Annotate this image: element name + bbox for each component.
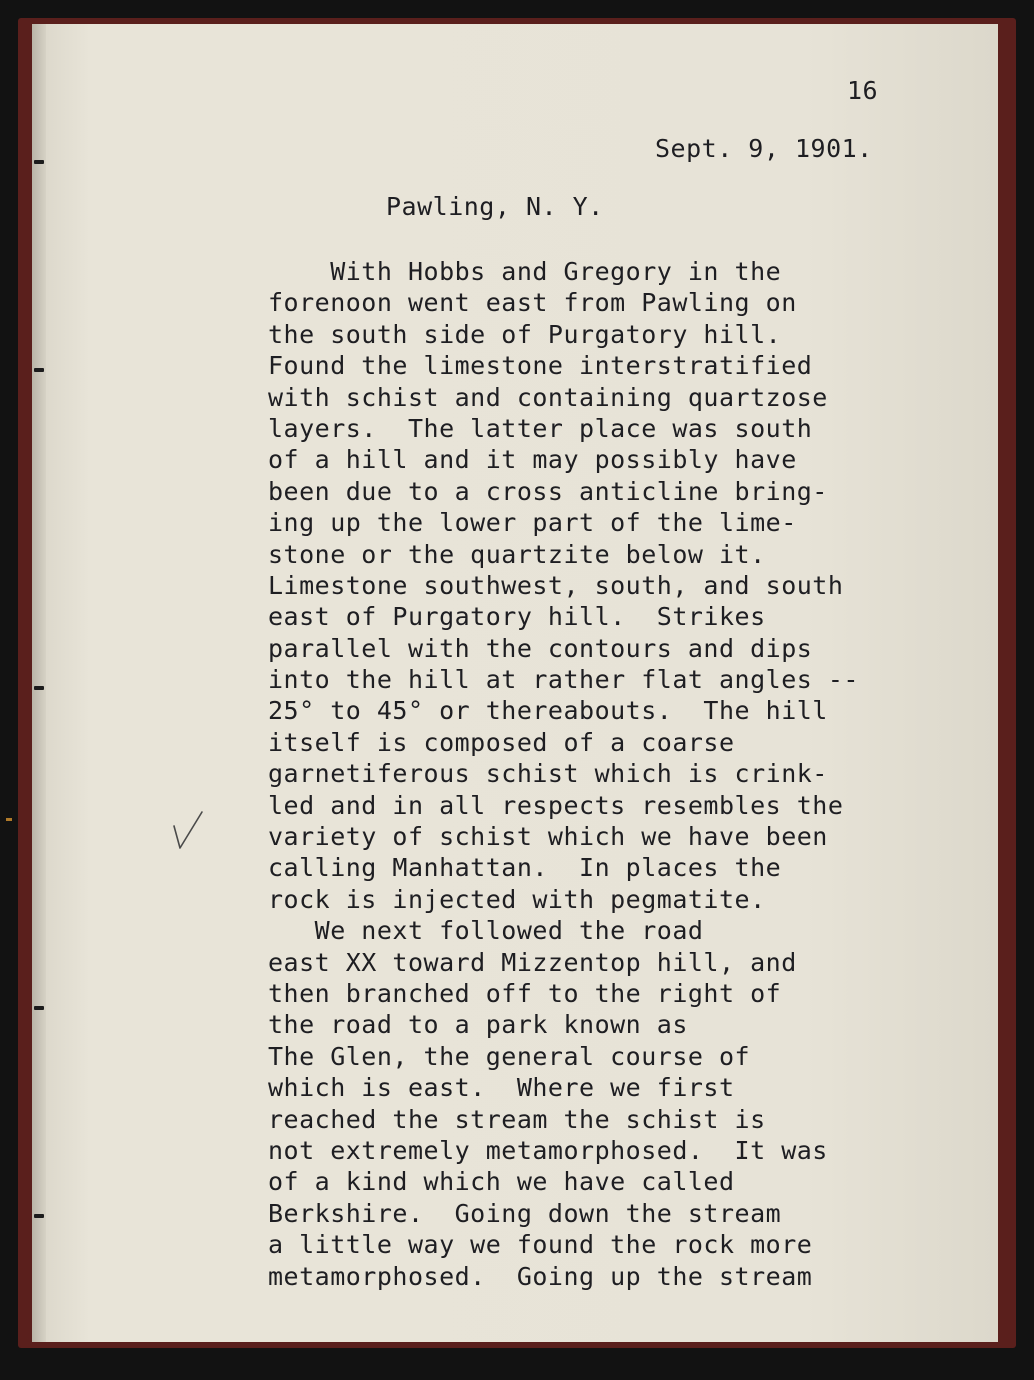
page-edge-mark <box>6 818 12 821</box>
text-line: calling Manhattan. In places the <box>268 853 782 883</box>
text-line: of a hill and it may possibly have <box>268 445 797 475</box>
text-line: then branched off to the right of <box>268 978 782 1008</box>
text-line: With Hobbs and Gregory in the <box>268 257 782 286</box>
text-line: of a kind which we have called <box>268 1167 735 1197</box>
text-line: not extremely metamorphosed. It was <box>268 1135 828 1165</box>
binding-stitch <box>34 686 44 690</box>
text-line: garnetiferous schist which is crink- <box>268 759 828 789</box>
text-line: forenoon went east from Pawling on <box>268 288 797 318</box>
text-line: layers. The latter place was south <box>268 413 813 443</box>
text-line: metamorphosed. Going up the stream <box>268 1261 813 1291</box>
text-line: led and in all respects resembles the <box>268 790 844 820</box>
text-line: east of Purgatory hill. Strikes <box>268 602 766 632</box>
text-line: with schist and containing quartzose <box>268 382 828 412</box>
text-line: ing up the lower part of the lime- <box>268 508 797 538</box>
text-line: Found the limestone interstratified <box>268 351 813 381</box>
text-line: itself is composed of a coarse <box>268 727 735 757</box>
page-binding-gutter <box>32 24 46 1342</box>
typed-entry-text <box>268 256 859 1292</box>
text-line: been due to a cross anticline bring- <box>268 476 828 506</box>
text-line: a little way we found the rock more <box>268 1230 813 1260</box>
text-line: which is east. Where we first <box>268 1073 735 1103</box>
binding-stitch <box>34 1006 44 1010</box>
binding-stitch <box>34 1214 44 1218</box>
text-line: rock is injected with pegmatite. <box>268 884 766 914</box>
text-line: The Glen, the general course of <box>268 1041 751 1071</box>
checkmark-icon <box>170 808 210 854</box>
binding-stitch <box>34 160 44 164</box>
text-line: reached the stream the schist is <box>268 1104 766 1134</box>
text-line: We next followed the road <box>268 916 704 946</box>
text-line: parallel with the contours and dips <box>268 633 813 663</box>
text-line: variety of schist which we have been <box>268 822 828 852</box>
text-line: the south side of Purgatory hill. <box>268 319 782 349</box>
text-line: Berkshire. Going down the stream <box>268 1198 782 1228</box>
entry-location: Pawling, N. Y. <box>386 192 604 221</box>
text-line: the road to a park known as <box>268 1010 688 1040</box>
binding-stitch <box>34 368 44 372</box>
page-number: 16 <box>847 76 879 105</box>
text-line: 25° to 45° or thereabouts. The hill <box>268 696 828 726</box>
text-line: east XX toward Mizzentop hill, and <box>268 947 797 977</box>
text-line: into the hill at rather flat angles -- <box>268 665 859 695</box>
entry-date: Sept. 9, 1901. <box>655 134 873 163</box>
text-line: Limestone southwest, south, and south <box>268 570 844 600</box>
text-line: stone or the quartzite below it. <box>268 539 766 569</box>
